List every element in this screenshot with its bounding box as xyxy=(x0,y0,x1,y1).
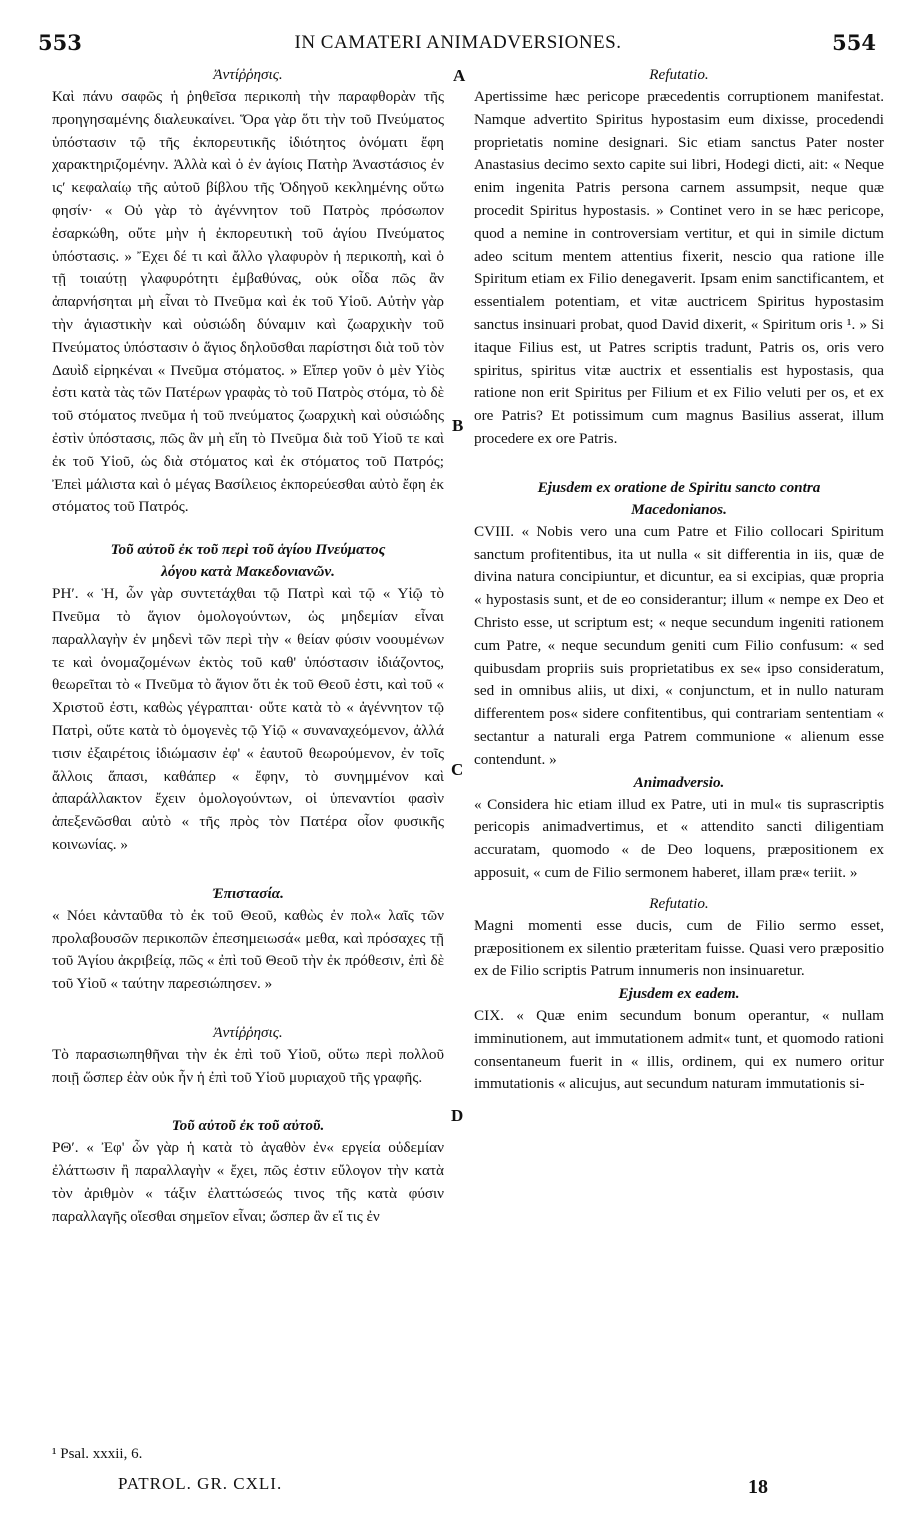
latin-column xyxy=(474,64,884,1096)
latin-section-heading-2: Ejusdem ex eadem. xyxy=(618,985,740,1003)
greek-heading-epistasia: Ἐπιστασία. xyxy=(212,884,284,902)
greek-column xyxy=(52,64,444,1229)
latin-section-heading-1b: Macedonianos. xyxy=(631,500,727,518)
greek-paragraph-1: Καὶ πάνυ σαφῶς ἡ ῥηθεῖσα περικοπὴ τὴν παραφθορὰν τῆς προηγησαμένης διαλευκαίνει. Ὅρα γὰρ ὅτι τὴν τοῦ Πνεύματος ὑπόστασιν τῷ τῆς ἐκπορευτικῆς ἰδιότητος ὀνόματι ἔφη χαρακτηριζομένην. Ἀλλὰ καὶ ὁ ἐν ἁγίοις Πατὴρ Ἀναστάσιος ἐν ιςʹ κεφαλαίῳ τῆς αὐτοῦ βίβλου τῆς Ὁδηγοῦ κεκλημένης οὕτω φησίν· « Οὐ γὰρ τὸ ἀγέννητον τοῦ Πατρὸς πρόσωπον ἐσαρκώθη, οὔτε μὴν ἡ ἐκπορευτικὴ τοῦ ἁγίου Πνεύματος ὑπόστασις. » Ἔχει δέ τι καὶ ἄλλο γλαφυρὸν ἡ περικοπὴ, καὶ ὁ τῇ τοιαύτῃ γλαφυρότητι ἐμβαθύνας, οὐκ οἶδα πῶς ἂν ἀπαρνήσηται μὴ εἶναι τὸ Πνεῦμα καὶ ἐκ τοῦ Υἱοῦ. Αὐτὴν γὰρ τὴν ἁγιαστικὴν καὶ οὐσιώδη δύναμιν καὶ ζωαρχικὴν τοῦ Πνεύματος ὑπόστασιν ὁ ἅγιος δηλοῦσθαι παρίστησι διὰ τοῦ τὸν Δαυὶδ εἰρηκέναι « Πνεῦμα στόματος. » Εἴπερ γοῦν ὁ μὲν Υἱὸς ἐστι κατὰ τὰς τῶν Πατέρων γραφὰς τὸ τοῦ Πατρὸς στόμα, τὸ δὲ τοῦ στόματος πνεῦμα ἡ τοῦ πνεύματος ζωαρχικὴ καὶ οὐσιώδης ἐστὶν ὑπόστασις, πῶς ἂν μὴ εἴη τὸ Πνεῦμα διὰ τοῦ Υἱοῦ τε καὶ ἐκ τοῦ Υἱοῦ, ὡς διὰ στόματος καὶ ἐκ στόματος τοῦ Πατρός; Ἐπεὶ μάλιστα καὶ ὁ μέγας Βασίλειος ἐκπορεύεσθαι αὐτὸ ἔφη ἐκ στόματος τοῦ Πατρός. xyxy=(52,88,444,516)
latin-heading-animadversio: Animadversio. xyxy=(633,773,725,791)
latin-heading-refutatio-2: Refutatio. xyxy=(649,894,709,912)
page-number-right: 554 xyxy=(832,30,876,55)
margin-letter-a: A xyxy=(453,66,466,85)
latin-heading-refutatio: Refutatio. xyxy=(649,66,709,83)
greek-section-heading-1: Τοῦ αὐτοῦ ἐκ τοῦ περὶ τοῦ ἁγίου Πνεύματος xyxy=(110,541,386,559)
greek-paragraph-5: ΡΘʹ. « Ἐφ' ὧν γὰρ ἡ κατὰ τὸ ἀγαθὸν ἐν« εργεία οὐδεμίαν ἐλάττωσιν ἢ παραλλαγὴν « ἔχει, πῶς ἐστιν εὔλογον τὴν κατὰ τὸν ἀριθμὸν « τάξιν ἐλαττώσεώς τινος τῆς κατὰ φύσιν παραλλαγῆς οἴεσθαι σημεῖον εἶναι; ὥσπερ ἂν εἴ τις ἐν xyxy=(52,1139,444,1225)
patrologia-signature: PATROL. GR. CXLI. xyxy=(118,1474,283,1493)
latin-paragraph-2: CVIII. « Nobis vero una cum Patre et Filio collocari Spiritum sanctum profitentibus, ita ut nulla « sit differentia in iis, quæ de divina natura concipiuntur, et dicuntur, ea si excipias, quæ propria « hypostasis sunt, et de eo considerantur; illum « nempe ex Deo et Christo esse, ut scriptum est; « neque secundum ingeniti rationem cum Patre, « neque secundum geniti cum Filio confusum: « sed quibusdam propriis suis proprietatibus ex se« ipso consideratum, sed in omnibus aliis, ut dixi, « conjunctum, et in nullo naturam differentem pos« sidere confitentibus, qui contrariam sententiam « sectantur a naturali erga Patrem communione « alienum esse contendunt. » xyxy=(474,522,884,768)
latin-section-heading-1: Ejusdem ex oratione de Spiritu sancto contra xyxy=(537,478,821,496)
greek-section-heading-2: Τοῦ αὐτοῦ ἐκ τοῦ αὐτοῦ. xyxy=(171,1117,325,1135)
greek-heading-antirrhesis-2: Ἀντίῤῥησις. xyxy=(213,1023,283,1041)
page-header xyxy=(0,30,916,60)
running-title: IN CAMATERI ANIMADVERSIONES. xyxy=(294,32,622,53)
margin-letter-c: C xyxy=(451,760,464,779)
footnote: ¹ Psal. xxxii, 6. xyxy=(52,1446,143,1462)
latin-paragraph-3: « Considera hic etiam illud ex Patre, uti in mul« tis suprascriptis pericopis animadvertimus, et « attendito sancti diligentiam accuratam, quomodo « de Deo loquens, præpositionem ex apposuit, « cum de Filio sermonem haberet, illam præ« teriit. » xyxy=(474,795,884,881)
greek-paragraph-3: « Νόει κἀνταῦθα τὸ ἐκ τοῦ Θεοῦ, καθὼς ἐν πολ« λαῖς τῶν προλαβουσῶν περικοπῶν ἐπεσημειωσά« μεθα, καὶ πρόσαχες τῇ τοῦ Ἁγίου ἀκριβείᾳ, πῶς « ἐπὶ τοῦ Θεοῦ τὴν ἐκ πρόθεσιν, ἐπὶ δὲ τοῦ Υἱοῦ « ταύτην παρεσιώπησεν. » xyxy=(52,906,444,993)
latin-paragraph-1: Apertissime hæc pericope præcedentis corruptionem manifestat. Namque advertito Spiritus hypostasim eum dixisse, procedendi proprietatis nomine designari. Sic etiam sanctus Pater noster Anastasius decimo sexto capite sui libri, Hodegi dicti, ait: « Neque enim ingenita Patris persona carnem assumpsit, neque quæ procedit Spiritus hypostasis. » Continet vero in se hæc pericope, quod a nemine in controversiam vertitur, et qui in simile dictum adeo scitum mentem attentius fixerit, nescio qua ratione ille Spiritum etiam ex Filio denegaverit. Ipsam enim sanctificantem, et essentialem potentiam, et vitæ auctricem Spiritus hypostasim sanctus insinuari probat, quod David dixerit, « Spiritum oris ¹. » Si itaque Filius est, ut Patres scriptis tradunt, Patris os, oris vero spiritus, spiritus vitæ auctrix et essentialis est hypostasis, qua ratione non erit Spiritus per Filium et ex Filio veluti per os, et ex ore Patris? Et potissimum cum magnus Basilius asserat, illum procedere ex ore Patris. xyxy=(474,88,884,447)
greek-paragraph-4: Τὸ παρασιωπηθῆναι τὴν ἐκ ἐπὶ τοῦ Υἱοῦ, οὕτω περὶ πολλοῦ ποιῇ ὥσπερ ἐὰν οὐκ ἦν ἡ ἐπὶ τοῦ Υἱοῦ μυριαχοῦ τῆς γραφῆς. xyxy=(52,1045,444,1086)
page-number-left: 553 xyxy=(38,30,82,55)
greek-heading-antirrhesis: Ἀντίῤῥησις. xyxy=(213,66,283,83)
latin-paragraph-4: Magni momenti esse ducis, cum de Filio sermo esset, præpositionem ex silentio præteritam fuisse. Quasi vero præpositio ex de Filio scriptis Patrum innumeris non insinuaretur. xyxy=(474,916,884,980)
gathering-number: 18 xyxy=(748,1476,768,1498)
greek-paragraph-2: ΡΗʹ. « Ἡ, ὧν γὰρ συντετάχθαι τῷ Πατρὶ καὶ τῷ « Υἱῷ τὸ Πνεῦμα τὸ ἅγιον ὁμολογούντων, ὡς μηδεμίαν εἶναι παραλλαγὴν ἐν μηδενὶ τῶν περὶ τὴν « θείαν φύσιν νοουμένων τε καὶ ὀνομαζομένων ἐκτὸς τοῦ καθ' ὑπόστασιν ἰδιάζοντος, θεωρεῖται τὸ « Πνεῦμα τὸ ἅγιον ὅτι ἐκ τοῦ Θεοῦ ἐστι, καὶ τοῦ « Χριστοῦ ἐστι, καθὼς γέγραπται· οὔτε κατὰ τὸ « ἀγέννητον τῷ Πατρὶ, οὔτε κατὰ τὸ ὁμογενὲς τῷ Υἱῷ « συναναχεόμενον, ἀλλά τισιν ἐξαιρέτοις ἰδιώμασιν ἐφ' « ἑαυτοῦ θεωρούμενον, ἐν τοῖς ἄλλοις ἅπασι, καθάπερ « ἔφην, τὸ συνημμένον καὶ ἀπαράλλακτον ἔχειν ὁμολογούντων, οἱ ὑπεναντίοι φασὶν ἀπεξενῶσθαι αὐτὸ « τῆς πρὸς τὸν Πατέρα οἷον φυσικῆς κοινωνίας. » xyxy=(52,585,444,853)
latin-paragraph-5: CIX. « Quæ enim secundum bonum operantur, « nullam imminutionem, aut immutationem admit« tunt, et quomodo rationi consentaneum fuerit in « illis, ordinem, qui ex numero oritur immutationis « alicujus, aut secundum naturam immutationis si- xyxy=(474,1007,884,1093)
margin-letter-b: B xyxy=(452,416,464,435)
margin-letter-d: D xyxy=(451,1106,464,1125)
greek-section-heading-1b: λόγου κατὰ Μακεδονιανῶν. xyxy=(161,563,335,581)
